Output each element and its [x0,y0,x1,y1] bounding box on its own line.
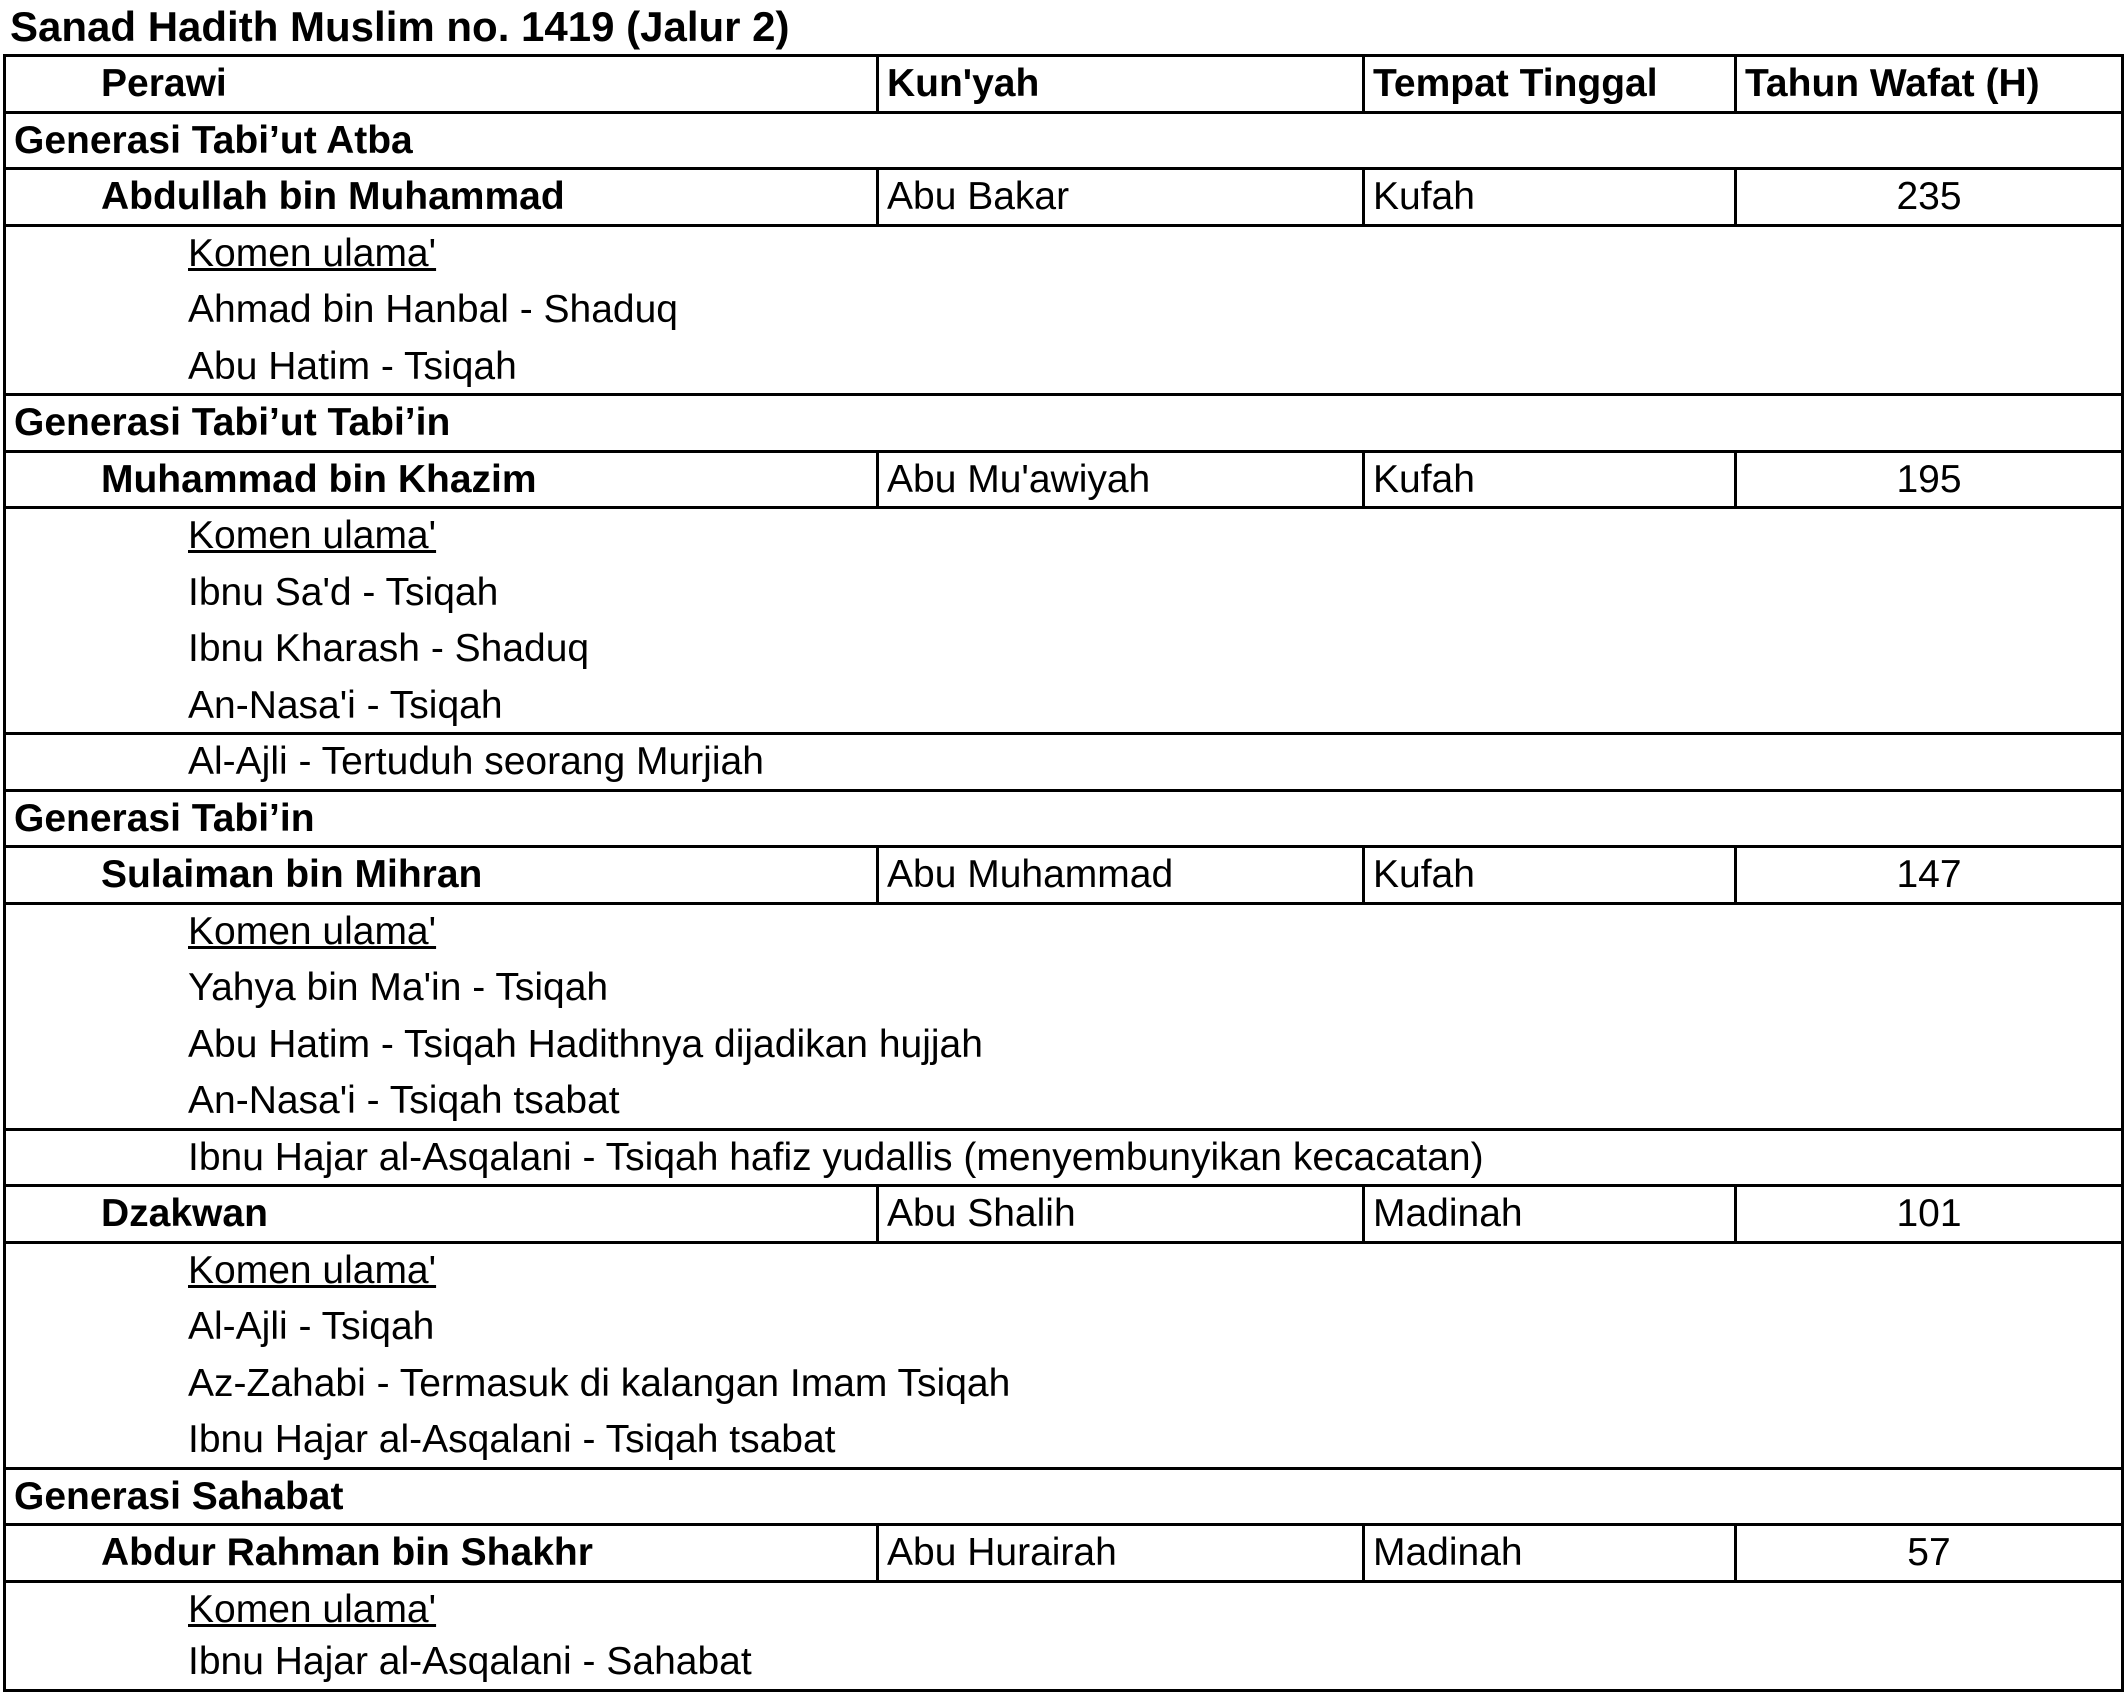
comment-text: Ibnu Hajar al-Asqalani - Sahabat [188,1640,752,1683]
comment-row [6,1018,2121,1075]
narrator-table [3,54,2124,1692]
generation-label: Generasi Tabi’ut Tabi’in [14,401,451,444]
comment-text: Ibnu Hajar al-Asqalani - Tsiqah hafiz yudallis (menyembunyikan kecacatan) [188,1135,1484,1179]
comment-text: Al-Ajli - Tertuduh seorang Murjiah [188,740,764,783]
narrator-tempat: Kufah [1362,453,1734,507]
comment-text: Az-Zahabi - Termasuk di kalangan Imam Tsiqah [188,1361,1011,1405]
narrator-wafat: 101 [1734,1187,2121,1241]
comment-heading: Komen ulama' [188,909,437,953]
comment-row [6,961,2121,1018]
comment-heading: Komen ulama' [188,1248,437,1292]
comment-row [6,1413,2121,1470]
narrator-kunyah: Abu Hurairah [876,1526,1362,1580]
narrator-row [6,170,2121,227]
narrator-name: Sulaiman bin Mihran [101,853,483,896]
narrator-tempat: Kufah [1362,170,1734,224]
comment-heading: Komen ulama' [188,231,437,275]
comment-heading-row [6,1583,2121,1640]
comment-row [6,1357,2121,1414]
comment-text: Al-Ajli - Tsiqah [188,1305,435,1348]
narrator-wafat: 57 [1734,1526,2121,1580]
comment-text: An-Nasa'i - Tsiqah tsabat [188,1079,620,1122]
comment-text: Abu Hatim - Tsiqah Hadithnya dijadikan hujjah [188,1022,983,1066]
comment-row [6,566,2121,623]
page-title: Sanad Hadith Muslim no. 1419 (Jalur 2) [10,3,790,50]
comment-text: Yahya bin Ma'in - Tsiqah [188,966,609,1009]
generation-row [6,396,2121,453]
column-header-perawi: Perawi [101,62,227,105]
narrator-wafat: 195 [1734,453,2121,507]
comment-heading-row [6,509,2121,566]
comment-heading-row [6,227,2121,284]
generation-label: Generasi Tabi’in [14,796,315,840]
column-header-tempat-tinggal: Tempat Tinggal [1362,57,1734,111]
comment-row [6,1300,2121,1357]
comment-row [6,679,2121,736]
narrator-name: Abdullah bin Muhammad [101,175,565,218]
comment-text: Abu Hatim - Tsiqah [188,344,517,388]
comment-row [6,340,2121,397]
generation-label: Generasi Tabi’ut Atba [14,118,413,162]
narrator-name: Dzakwan [101,1192,268,1235]
comment-row [6,735,2121,792]
generation-row [6,114,2121,171]
comment-heading-row [6,1244,2121,1301]
narrator-tempat: Madinah [1362,1526,1734,1580]
narrator-wafat: 235 [1734,170,2121,224]
narrator-tempat: Kufah [1362,848,1734,902]
table-header-row [6,57,2121,114]
generation-row [6,1470,2121,1527]
comment-row [6,1131,2121,1188]
generation-row [6,792,2121,849]
narrator-kunyah: Abu Muhammad [876,848,1362,902]
narrator-row [6,1187,2121,1244]
comment-text: Ahmad bin Hanbal - Shaduq [188,288,678,331]
comment-row [6,1074,2121,1131]
comment-row [6,622,2121,679]
narrator-kunyah: Abu Shalih [876,1187,1362,1241]
narrator-row [6,453,2121,510]
narrator-tempat: Madinah [1362,1187,1734,1241]
comment-heading: Komen ulama' [188,514,437,557]
narrator-name: Muhammad bin Khazim [101,457,537,501]
narrator-kunyah: Abu Mu'awiyah [876,453,1362,507]
comment-row [6,1635,2121,1689]
comment-text: Ibnu Hajar al-Asqalani - Tsiqah tsabat [188,1418,836,1461]
narrator-row [6,1526,2121,1583]
comment-text: An-Nasa'i - Tsiqah [188,683,503,727]
comment-row [6,283,2121,340]
narrator-wafat: 147 [1734,848,2121,902]
comment-heading: Komen ulama' [188,1587,437,1631]
narrator-row [6,848,2121,905]
column-header-tahun-wafat: Tahun Wafat (H) [1734,57,2121,111]
comment-heading-row [6,905,2121,962]
comment-text: Ibnu Sa'd - Tsiqah [188,570,499,614]
column-header-kunyah: Kun'yah [876,57,1362,111]
narrator-kunyah: Abu Bakar [876,170,1362,224]
narrator-name: Abdur Rahman bin Shakhr [101,1531,593,1574]
comment-text: Ibnu Kharash - Shaduq [188,627,590,670]
generation-label: Generasi Sahabat [14,1474,344,1518]
